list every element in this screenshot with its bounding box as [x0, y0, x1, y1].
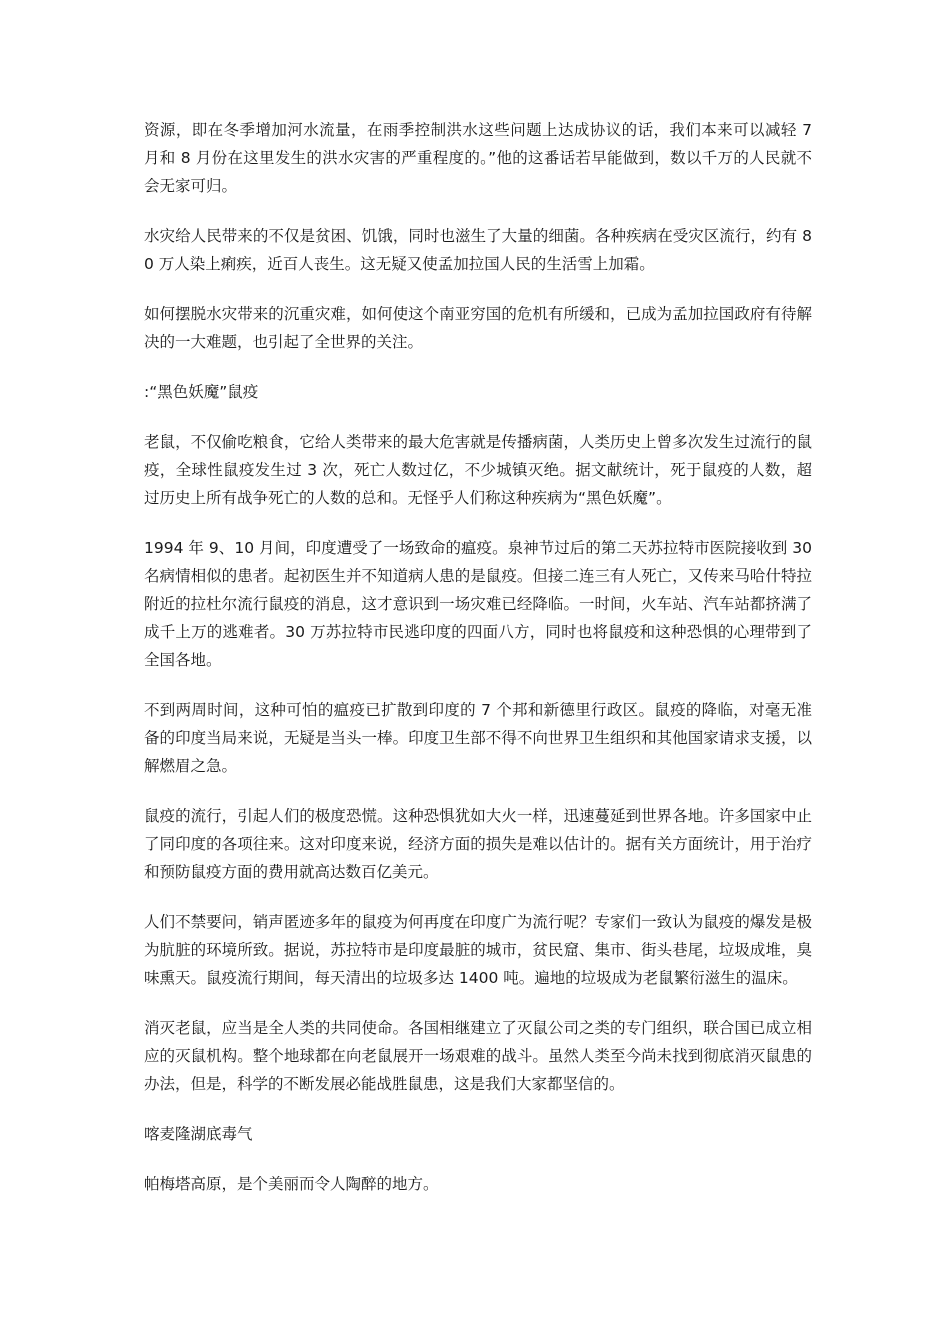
paragraph-plague-spread: 不到两周时间，这种可怕的瘟疫已扩散到印度的 7 个邦和新德里行政区。鼠疫的降临，对毫无准备的印度当局来说，无疑是当头一棒。印度卫生部不得不向世界卫生组织和其他国家请求支援，以解燃眉之急。 — [144, 701, 812, 775]
paragraph-rats-plague: 老鼠，不仅偷吃粮食，它给人类带来的最大危害就是传播病菌，人类历史上曾多次发生过流行的鼠疫，全球性鼠疫发生过 3 次，死亡人数过亿，不少城镇灭绝。据文献统计，死于鼠疫的人数，超过历史上所有战争死亡的人数的总和。无怪乎人们称这种疾病为“黑色妖魔”。 — [144, 433, 812, 507]
paragraph-eliminate-rats: 消灭老鼠，应当是全人类的共同使命。各国相继建立了灭鼠公司之类的专门组织，联合国已成立相应的灭鼠机构。整个地球都在向老鼠展开一场艰难的战斗。虽然人类至今尚未找到彻底消灭鼠患的办法，但是，科学的不断发展必能战胜鼠患，这是我们大家都坚信的。 — [144, 1019, 812, 1093]
paragraph-flood-crisis: 如何摆脱水灾带来的沉重灾难，如何使这个南亚穷国的危机有所缓和，已成为孟加拉国政府有待解决的一大难题，也引起了全世界的关注。 — [144, 305, 812, 351]
document-page — [144, 116, 812, 1220]
paragraph-pametta-plateau: 帕梅塔高原，是个美丽而令人陶醉的地方。 — [144, 1175, 439, 1193]
paragraph-india-1994: 1994 年 9、10 月间，印度遭受了一场致命的瘟疫。泉神节过后的第二天苏拉特市医院接收到 30 名病情相似的患者。起初医生并不知道病人患的是鼠疫。但接二连三有人死亡，又传来马哈什特拉附近的拉杜尔流行鼠疫的消息，这才意识到一场灾难已经降临。一时间，火车站、汽车站都挤满了成千上万的逃难者。30 万苏拉特市民逃印度的四面八方，同时也将鼠疫和这种恐惧的心理带到了全国各地。 — [144, 539, 812, 669]
section-heading-cameroon-lake-gas: 喀麦隆湖底毒气 — [144, 1125, 253, 1143]
paragraph-flood-disease: 水灾给人民带来的不仅是贫困、饥饿，同时也滋生了大量的细菌。各种疾病在受灾区流行，约有 80 万人染上痢疾，近百人丧生。这无疑又使孟加拉国人民的生活雪上加霜。 — [144, 227, 812, 273]
paragraph-plague-cause: 人们不禁要问，销声匿迹多年的鼠疫为何再度在印度广为流行呢？专家们一致认为鼠疫的爆发是极为肮脏的环境所致。据说，苏拉特市是印度最脏的城市，贫民窟、集市、街头巷尾，垃圾成堆，臭味熏天。鼠疫流行期间，每天清出的垃圾多达 1400 吨。遍地的垃圾成为老鼠繁衍滋生的温床。 — [144, 913, 812, 987]
paragraph-plague-panic: 鼠疫的流行，引起人们的极度恐慌。这种恐惧犹如大火一样，迅速蔓延到世界各地。许多国家中止了同印度的各项往来。这对印度来说，经济方面的损失是难以估计的。据有关方面统计，用于治疗和预防鼠疫方面的费用就高达数百亿美元。 — [144, 807, 812, 881]
paragraph-flood-agreement: 资源，即在冬季增加河水流量，在雨季控制洪水这些问题上达成协议的话，我们本来可以减轻 7 月和 8 月份在这里发生的洪水灾害的严重程度的。”他的这番话若早能做到，数以千万的人民就不会无家可归。 — [144, 121, 812, 195]
section-heading-black-demon-plague: :“黑色妖魔”鼠疫 — [144, 383, 259, 401]
